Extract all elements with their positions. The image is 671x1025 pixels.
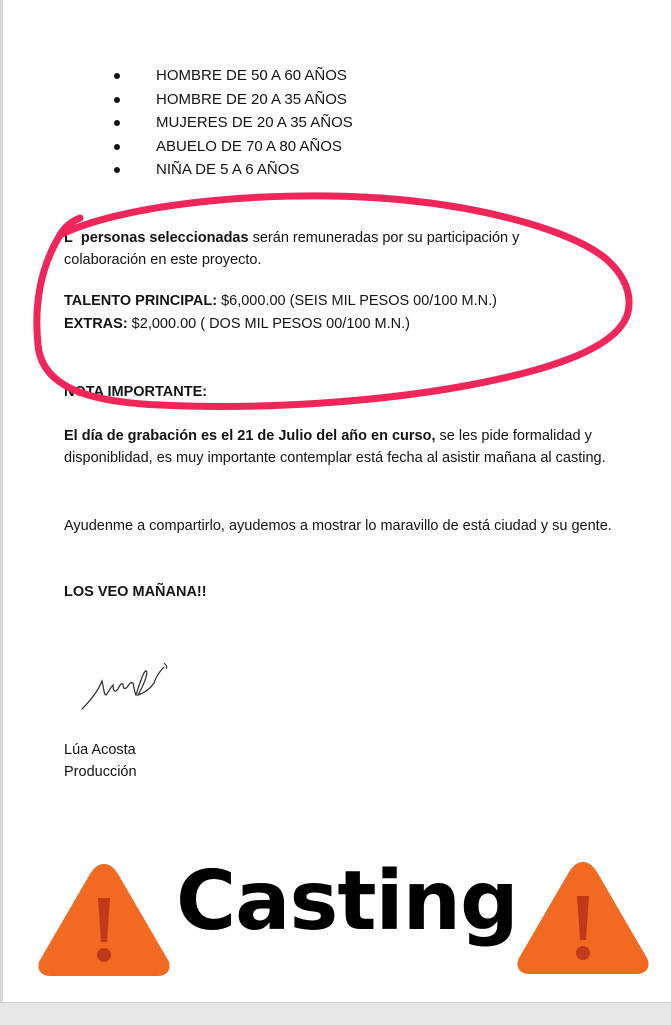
extras-line [64, 313, 634, 335]
closing-line: LOS VEO MAÑANA!! [64, 584, 207, 600]
bottom-bar [0, 1002, 671, 1025]
signature-name: Lúa Acosta [64, 742, 136, 758]
selected-bold: personas seleccionadas [80, 230, 249, 246]
list-item-text: HOMBRE DE 20 A 35 AÑOS [156, 90, 347, 108]
talent-line [64, 290, 634, 312]
list-item [100, 135, 353, 159]
list-item [100, 64, 353, 88]
signature-image [78, 655, 178, 715]
selected-paragraph [64, 227, 634, 271]
casting-title: Casting [176, 854, 518, 949]
selected-prefix: L [64, 230, 73, 246]
extras-value: $2,000.00 ( DOS MIL PESOS 00/100 M.N.) [127, 316, 410, 332]
recording-paragraph [64, 425, 639, 469]
talent-value: $6,000.00 (SEIS MIL PESOS 00/100 M.N.) [217, 293, 497, 309]
page-edge [0, 0, 3, 1024]
signature-role: Producción [64, 764, 137, 780]
list-item-text: NIÑA DE 5 A 6 AÑOS [156, 161, 300, 178]
bullet-icon [114, 120, 120, 126]
bullet-icon [114, 144, 120, 150]
note-heading: NOTA IMPORTANTE: [64, 384, 208, 400]
list-item-text: HOMBRE DE 50 A 60 AÑOS [156, 67, 347, 84]
recording-rest: se les pide formalidad y disponiblidad, es muy importante contemplar está fecha al asistir mañana al casting. [64, 428, 606, 466]
selected-line2: colaboración en este proyecto. [64, 252, 262, 268]
list-item [100, 158, 353, 182]
warning-triangle-icon [34, 856, 174, 980]
requirements-list [100, 64, 353, 182]
share-paragraph: Ayudenme a compartirlo, ayudemos a mostrar lo maravillo de está ciudad y su gente. [64, 518, 612, 534]
extras-label: EXTRAS: [64, 316, 128, 332]
recording-bold: El día de grabación es el 21 de Julio del año en curso, [64, 428, 436, 444]
warning-triangle-icon [513, 854, 653, 978]
list-item-text: ABUELO DE 70 A 80 AÑOS [156, 137, 342, 155]
bullet-icon [114, 73, 120, 79]
list-item-text: MUJERES DE 20 A 35 AÑOS [156, 114, 353, 131]
list-item [100, 88, 353, 112]
bullet-icon [114, 97, 120, 103]
talent-label: TALENTO PRINCIPAL: [64, 293, 218, 309]
list-item [100, 111, 353, 135]
selected-rest: serán remuneradas por su participación y [248, 230, 520, 246]
bullet-icon [114, 167, 120, 173]
